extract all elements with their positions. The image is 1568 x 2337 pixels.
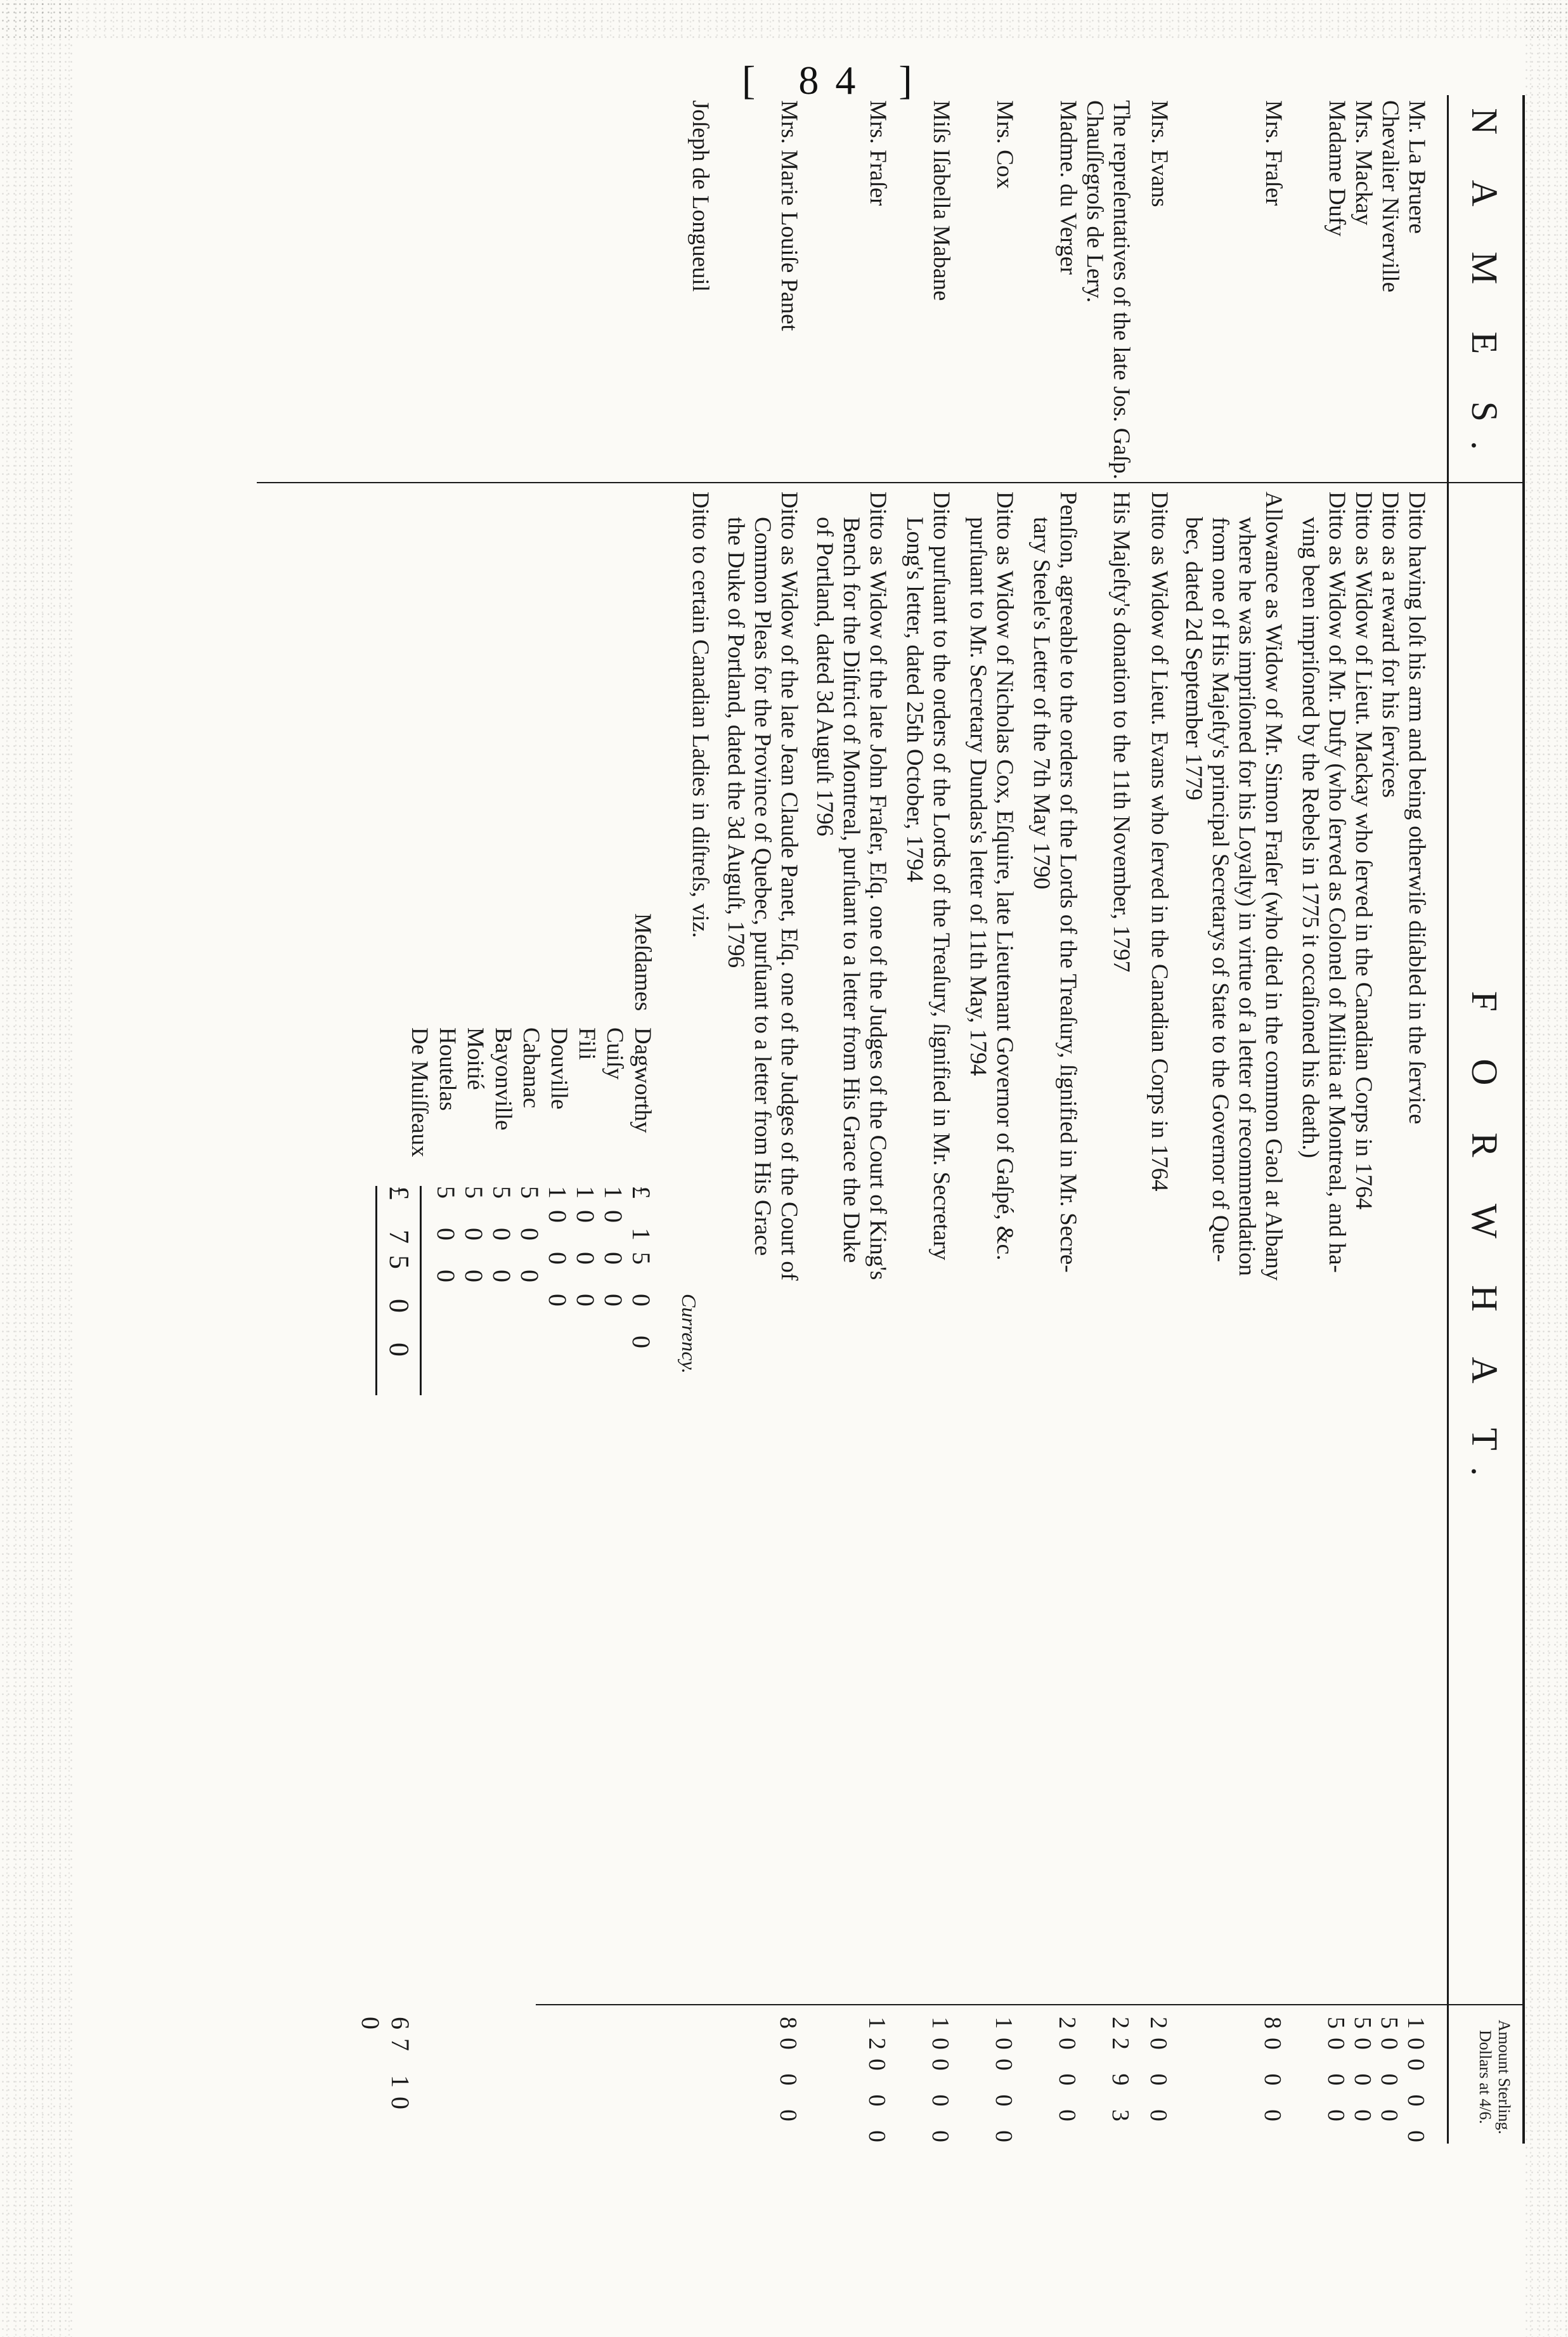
row-description-line: Ditto purſuant to the orders of the Lords of the Treaſury, ſignified in Mr. Secretary — [928, 491, 954, 1261]
row-description-line: Long's letter, dated 25th October, 1794 — [902, 517, 928, 883]
header-rule — [1447, 95, 1449, 2144]
row-description — [1377, 491, 1403, 1969]
row-name: Joſeph de Longueuil — [687, 100, 713, 292]
rotated-page-content — [92, 95, 1525, 2151]
currency-value: 10 0 0 — [599, 1186, 628, 1318]
row-description-line: bec, dated 2d September 1779 — [1181, 517, 1207, 800]
scan-noise-right — [1524, 0, 1568, 2337]
row-description — [1108, 491, 1134, 1969]
row-name: Miſs Iſabella Mabane — [928, 100, 954, 301]
row-amount: 50 0 0 — [1349, 2017, 1376, 2130]
for-what-header: F O R W H A T. — [1464, 991, 1505, 1495]
row-amount: 120 0 0 — [864, 2017, 890, 2151]
row-name: Chevalier Niverville — [1377, 100, 1403, 293]
row-description-line: ving been impriſoned by the Rebels in 1775 it occaſioned his death.) — [1297, 517, 1323, 1159]
row-name: Madme. du Verger — [1055, 100, 1081, 275]
currency-value: 10 0 0 — [543, 1186, 572, 1318]
row-name: Mrs. Cox — [992, 100, 1018, 189]
currency-value: 5 0 0 — [460, 1186, 488, 1294]
row-description-line: Ditto as a reward for his ſervices — [1377, 491, 1403, 798]
row-amount: 100 0 0 — [1403, 2017, 1429, 2151]
row-amount: 50 0 0 — [1323, 2017, 1349, 2130]
names-column-divider — [257, 482, 1525, 483]
scan-noise-left — [0, 0, 76, 2337]
row-description-line: Ditto as Widow of Lieut. Mackay who ſerved in the Canadian Corps in 1764 — [1351, 491, 1377, 1210]
row-amount: 22 9 3 — [1107, 2017, 1134, 2130]
row-description-line: Ditto having loſt his arm and being otherwiſe diſabled in the ſervice — [1404, 491, 1430, 1124]
lady-name: Bayonville — [490, 1027, 516, 1131]
row-name: Mrs. Fraſer — [865, 100, 891, 206]
ladies-prefix: Meſdames — [630, 913, 656, 1012]
row-name: Mrs. Evans — [1146, 100, 1172, 207]
row-amount: 80 0 0 — [1259, 2017, 1286, 2130]
row-description-line: Ditto as Widow of the late John Fraſer, Eſq. one of the Judges of the Court of King's — [865, 491, 891, 1280]
row-description — [901, 491, 954, 1969]
names-header: N A M E S. — [1464, 108, 1505, 469]
row-description-line: Ditto as Widow of Mr. Dufy (who ſerved as Colonel of Militia at Montreal, and ha- — [1324, 491, 1350, 1273]
row-description-line: purſuant to Mr. Secretary Dundas's letter of 11th May, 1794 — [965, 517, 991, 1076]
row-description-line: Allowance as Widow of Mr. Simon Fraſer (who died in the common Gaol at Albany — [1260, 491, 1286, 1281]
sterling-equivalent: 67 10 0 — [356, 2017, 415, 2118]
row-name: Mr. La Bruere — [1404, 100, 1430, 234]
row-name: Mrs. Fraſer — [1260, 100, 1286, 206]
row-description — [1180, 491, 1286, 1969]
row-name: Mrs. Mackay — [1351, 100, 1377, 226]
row-description-line: Ditto as Widow of the late Jean Claude Panet, Eſq. one of the Judges of the Court of — [776, 491, 802, 1281]
row-amount: 20 0 0 — [1054, 2017, 1080, 2130]
row-description-line: Common Pleas for the Province of Quebec, purſuant to a letter from His Grace — [749, 517, 775, 1256]
pension-table — [92, 95, 1525, 2151]
row-description-line: His Majeſty's donation to the 11th November, 1797 — [1108, 491, 1134, 973]
row-description — [1403, 491, 1430, 1969]
row-description — [1146, 491, 1172, 1969]
row-description — [722, 491, 802, 1969]
row-description-line: Ditto as Widow of Nicholas Cox, Eſquire, late Lieutenant Governor of Gaſpé, &c. — [992, 491, 1018, 1261]
row-amount: 20 0 0 — [1145, 2017, 1172, 2130]
row-description — [964, 491, 1018, 1969]
row-amount: 100 0 0 — [990, 2017, 1017, 2151]
row-description-line: of Portland, dated 3d Auguſt 1796 — [812, 517, 838, 837]
lady-name: Douville — [546, 1027, 572, 1110]
currency-rule-bottom — [375, 1186, 377, 1395]
row-description-line: Bench for the Diſtrict of Montreal, purſuant to a letter from His Grace the Duke — [838, 517, 864, 1263]
lady-name: Cuiſy — [602, 1027, 628, 1080]
page-number: [ 84 ] — [742, 58, 929, 103]
row-amount: 50 0 0 — [1376, 2017, 1403, 2130]
amount-header: Amount Sterling. Dollars at 4/6. — [1476, 2019, 1513, 2135]
lady-name: Dagworthy — [630, 1027, 656, 1133]
currency-value: 5 0 0 — [488, 1186, 516, 1294]
lady-name: Moitié — [462, 1027, 488, 1090]
row-description — [687, 491, 713, 1969]
currency-rule — [420, 1186, 422, 1395]
currency-value: £ 15 0 0 — [627, 1186, 656, 1360]
currency-value: 5 0 0 — [432, 1186, 460, 1294]
row-description — [1028, 491, 1081, 1969]
row-description-line: Ditto to certain Canadian Ladies in diſtreſs, viz. — [687, 491, 713, 938]
scan-noise-top — [0, 0, 1568, 38]
row-name: Mrs. Marie Louiſe Panet — [776, 100, 802, 331]
row-amount: 80 0 0 — [775, 2017, 801, 2130]
row-description-line: Penſion, agreeable to the orders of the Lords of the Treaſury, ſignified in Mr. Secre- — [1055, 491, 1081, 1273]
top-rule — [1522, 95, 1525, 2144]
row-name: Madame Dufy — [1324, 100, 1350, 237]
row-name: The repreſentatives of the late Jos. Gaſp. Chauſſegroſs de Lery. — [1082, 100, 1134, 479]
row-description — [1297, 491, 1350, 1969]
row-description-line: tary Steele's Letter of the 7th May 1790 — [1028, 517, 1054, 890]
row-description-line: the Duke of Portland, dated the 3d Auguſt, 1796 — [723, 517, 749, 968]
currency-value: 5 0 0 — [515, 1186, 544, 1294]
row-description-line: where he was impriſoned for his Loyalty) in virtue of a letter of recommendation — [1234, 517, 1260, 1276]
row-amount: 100 0 0 — [927, 2017, 954, 2151]
currency-value: 10 0 0 — [571, 1186, 600, 1318]
lady-name: Cabanac — [518, 1027, 544, 1109]
lady-name: Fili — [574, 1027, 600, 1060]
row-description-line: Ditto as Widow of Lieut. Evans who ſerved in the Canadian Corps in 1764 — [1146, 491, 1172, 1192]
currency-total: £ 75 0 0 — [384, 1186, 415, 1368]
lady-name: Houtelas — [434, 1027, 460, 1111]
currency-header: Currency. — [678, 1294, 701, 1374]
row-description — [1350, 491, 1377, 1969]
row-description — [811, 491, 891, 1969]
amount-column-divider — [536, 2004, 1525, 2005]
lady-name: De Muiſſeaux — [406, 1027, 432, 1157]
row-description-line: from one of His Majeſty's principal Secretarys of State to the Governor of Que- — [1207, 517, 1233, 1262]
